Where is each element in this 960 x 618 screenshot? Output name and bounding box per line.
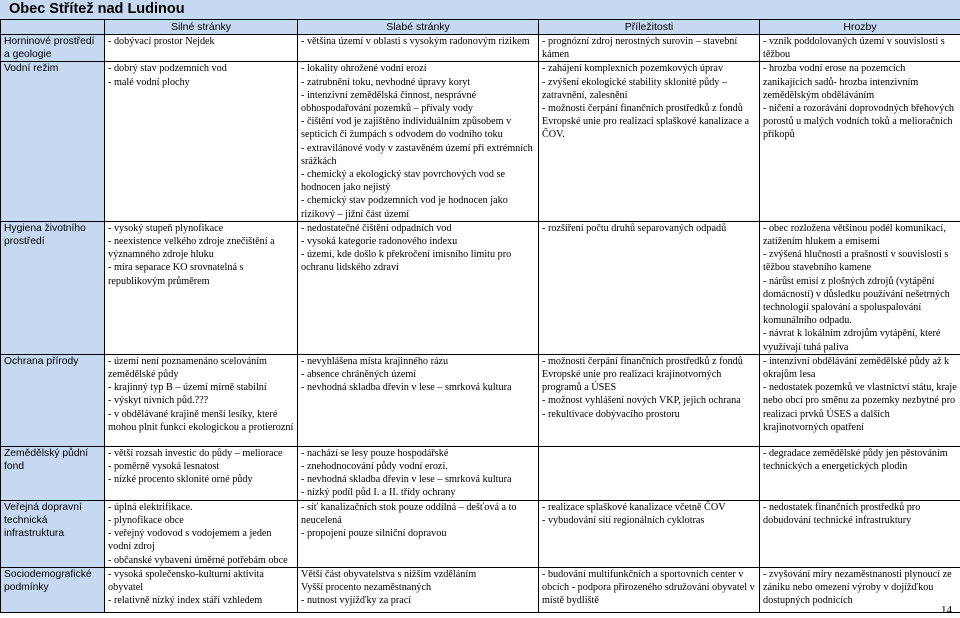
- cell-item: - vybudování sítí regionálních cyklotras: [542, 514, 705, 526]
- header-threats: Hrozby: [760, 20, 960, 35]
- cell-item: - nízké procento sklonité orné půdy: [108, 474, 253, 486]
- row-label: Horninové prostředí a geologie: [1, 35, 105, 62]
- table-header-row: [1, 20, 960, 35]
- row-label: Zemědělský půdní fond: [1, 446, 105, 500]
- cell-item: - míra separace KO srovnatelná s republikovým průměrem: [108, 262, 244, 287]
- row-label: Ochrana přírody: [1, 354, 105, 446]
- row-label: Hygiena životního prostředí: [1, 221, 105, 354]
- cell-item: - dobývací prostor Nejdek: [108, 36, 215, 47]
- cell-item: Vyšší procento nezaměstnaných: [301, 581, 432, 593]
- weaknesses-cell: [298, 500, 539, 567]
- cell-item: - nevyhlášena místa krajinného rázu: [301, 355, 449, 367]
- cell-item: - občanské vybavení úměrné potřebám obce: [108, 554, 288, 566]
- cell-item: - obec rozložena většinou podél komunikací, zatížením hlukem a emisemi: [763, 222, 946, 248]
- cell-item: - nárůst emisí z plošných zdrojů (vytápění domácností) v důsledku používání nešetrných technologií spalování a spoluspalování komunálního odpadu.: [763, 275, 950, 327]
- cell-item: - hrozba vodní erose na pozemcích zanikajících sadů- hrozba intenzivním zemědělským obděláváním: [763, 63, 919, 101]
- opportunities-cell: [539, 354, 760, 446]
- cell-item: - většina území v oblasti s vysokým radonovým rizikem: [301, 36, 530, 47]
- weaknesses-cell: [298, 446, 539, 500]
- cell-item: - rekultivace dobývacího prostoru: [542, 408, 680, 420]
- table-row: [1, 221, 960, 354]
- strengths-cell: [105, 500, 298, 567]
- cell-item: - nízký podíl půd I. a II. třídy ochrany: [301, 487, 456, 499]
- threats-cell: [760, 446, 960, 500]
- strengths-cell: [105, 221, 298, 354]
- threats-cell: [760, 567, 960, 612]
- cell-item: - propojení pouze silniční dopravou: [301, 528, 447, 540]
- cell-item: - čištění vod je zajištěno individuálním způsobem v septicích či žumpách s odvodem do vodního toku: [301, 116, 512, 141]
- cell-item: - nedostatek pozemků ve vlastnictví státu, kraje nebo obcí pro směnu za pozemky nezbytné pro realizaci prvků ÚSES a dalších krajinotvorných opatření: [763, 382, 957, 433]
- cell-item: - možnosti čerpání finančních prostředků z fondů Evropské unie pro realizaci krajinotvorných programů a ÚSES: [542, 355, 743, 394]
- cell-item: - extravilánové vody v zastavěném území při extrémních srážkách: [301, 142, 533, 167]
- cell-item: - území, kde došlo k překročení imisního limitu pro ochranu lidského zdraví: [301, 249, 512, 274]
- cell-item: - možnost vyhlášení nových VKP, jejich ochrana: [542, 395, 741, 407]
- weaknesses-cell: [298, 354, 539, 446]
- strengths-cell: [105, 62, 298, 221]
- strengths-cell: [105, 567, 298, 612]
- cell-item: - nedostatek finančních prostředků pro dobudování technické infrastruktury: [763, 501, 921, 526]
- threats-cell: [760, 221, 960, 354]
- cell-item: - možnosti čerpání finančních prostředků z fondů Evropské unie pro realizaci splaškové kanalizace a ČOV.: [542, 103, 750, 141]
- cell-item: - zvýšená hlučnosti a prašnosti v souvislosti s těžbou stavebního kamene: [763, 249, 949, 274]
- threats-cell: [760, 62, 960, 221]
- threats-cell: [760, 35, 960, 62]
- cell-item: - znehodnocování půdy vodní erozí.: [301, 461, 448, 473]
- cell-item: - zahájení komplexních pozemkových úprav: [542, 63, 724, 75]
- opportunities-cell: [539, 567, 760, 612]
- cell-item: - realizace splaškové kanalizace včetně ČOV: [542, 501, 726, 513]
- cell-item: - lokality ohrožené vodní erozí: [301, 63, 427, 75]
- cell-item: - nachází se lesy pouze hospodářské: [301, 447, 449, 459]
- table-row: [1, 35, 960, 62]
- cell-item: - síť kanalizačních stok pouze oddílná – dešťová a to neucelená: [301, 501, 517, 526]
- weaknesses-cell: [298, 62, 539, 221]
- cell-item: - zvyšování míry nezaměstnanosti plynoucí ze zániku nebo omezení výroby v dojížďkou dostupných podnicích: [763, 568, 952, 607]
- header-opportunities: Příležitosti: [539, 20, 760, 35]
- cell-item: - absence chráněných území: [301, 369, 417, 381]
- cell-item: - území není poznamenáno scelováním zemědělské půdy: [108, 355, 267, 381]
- cell-item: - zatrubnění toku, nevhodné úpravy koryt: [301, 76, 471, 88]
- cell-item: - úplná elektrifikace.: [108, 501, 193, 513]
- cell-item: - poměrně vysoká lesnatost: [108, 461, 220, 473]
- document-title: Obec Střítež nad Ludinou: [0, 0, 960, 19]
- opportunities-cell: [539, 221, 760, 354]
- table-row: [1, 62, 960, 221]
- cell-item: - intenzivní obdělávání zemědělské půdy až k okrajům lesa: [763, 355, 950, 381]
- cell-item: - chemický stav podzemních vod je hodnocen jako rizikový – jižní část území: [301, 195, 508, 220]
- cell-item: - nevhodná skladba dřevin v lese – smrková kultura: [301, 382, 512, 394]
- cell-item: - budování multifunkčních a sportovních center v obcích - podpora přirozeného sdružování obyvatel v místě bydliště: [542, 568, 755, 607]
- cell-item: - krajinný typ B – území mírně stabilní: [108, 382, 267, 394]
- weaknesses-cell: [298, 567, 539, 612]
- header-weaknesses: Slabé stránky: [298, 20, 539, 35]
- opportunities-cell: [539, 500, 760, 567]
- header-strengths: Silné stránky: [105, 20, 298, 35]
- cell-item: - vysoká kategorie radonového indexu: [301, 236, 458, 248]
- weaknesses-cell: [298, 35, 539, 62]
- cell-item: - ničení a rozorávání doprovodných břehových porostů u malých vodních toků a melioračních příkopů: [763, 103, 954, 141]
- cell-item: - vysoká společensko-kulturní aktivita obyvatel: [108, 568, 264, 593]
- swot-table: [0, 19, 960, 613]
- cell-item: - vznik poddolovaných území v souvislosti s těžbou: [763, 36, 945, 61]
- opportunities-cell: [539, 62, 760, 221]
- header-corner: [1, 20, 105, 35]
- cell-item: - výskyt nivních půd.???: [108, 395, 209, 407]
- cell-item: - veřejný vodovod s vodojemem a jeden vodní zdroj: [108, 528, 272, 553]
- opportunities-cell: [539, 446, 760, 500]
- table-row: [1, 567, 960, 612]
- cell-item: Větší část obyvatelstva s nižším vzděláním: [301, 568, 477, 580]
- cell-item: - prognózní zdroj nerostných surovin – stavební kámen: [542, 36, 738, 61]
- table-row: [1, 354, 960, 446]
- weaknesses-cell: [298, 221, 539, 354]
- table-body: [1, 35, 960, 613]
- cell-item: - návrat k lokálním zdrojům vytápění, které využívají tuhá paliva: [763, 328, 941, 353]
- cell-item: - vysoký stupeň plynofikace: [108, 222, 224, 234]
- cell-item: - v obdělávané krajině menší lesíky, které mohou plnit funkci ekologickou a protierozní: [108, 408, 294, 433]
- cell-item: - nevhodná skladba dřevin v lese – smrková kultura: [301, 474, 512, 486]
- cell-item: - plynofikace obce: [108, 514, 184, 526]
- cell-item: - větší rozsah investic do půdy – meliorace: [108, 447, 283, 459]
- cell-item: - neexistence velkého zdroje znečištění a významného zdroje hluku: [108, 236, 275, 261]
- row-label: Sociodemografické podmínky: [1, 567, 105, 612]
- cell-item: - relativně nízký index stáří vzhledem: [108, 595, 263, 607]
- threats-cell: [760, 354, 960, 446]
- cell-item: - dobrý stav podzemních vod: [108, 63, 227, 75]
- cell-item: - nutnost vyjížďky za prací: [301, 595, 412, 607]
- row-label: Veřejná dopravní technická infrastruktura: [1, 500, 105, 567]
- row-label: Vodní režim: [1, 62, 105, 221]
- strengths-cell: [105, 446, 298, 500]
- strengths-cell: [105, 354, 298, 446]
- threats-cell: [760, 500, 960, 567]
- table-row: [1, 500, 960, 567]
- cell-item: - malé vodní plochy: [108, 76, 190, 88]
- cell-item: - rozšíření počtu druhů separovaných odpadů: [542, 222, 727, 234]
- strengths-cell: [105, 35, 298, 62]
- table-row: [1, 446, 960, 500]
- page-number: 14: [941, 604, 952, 616]
- cell-item: - chemický a ekologický stav povrchových vod se hodnocen jako nejistý: [301, 169, 505, 194]
- opportunities-cell: [539, 35, 760, 62]
- cell-item: - intenzivní zemědělská činnost, nesprávné obhospodařování pozemků – přívaly vody: [301, 89, 477, 115]
- cell-item: - degradace zemědělské půdy jen pěstováním technických a energetických plodin: [763, 447, 948, 473]
- cell-item: - zvýšení ekologické stability sklonité půdy – zatravnění, zalesnění: [542, 76, 728, 101]
- cell-item: - nedostatečné čištění odpadních vod: [301, 222, 452, 234]
